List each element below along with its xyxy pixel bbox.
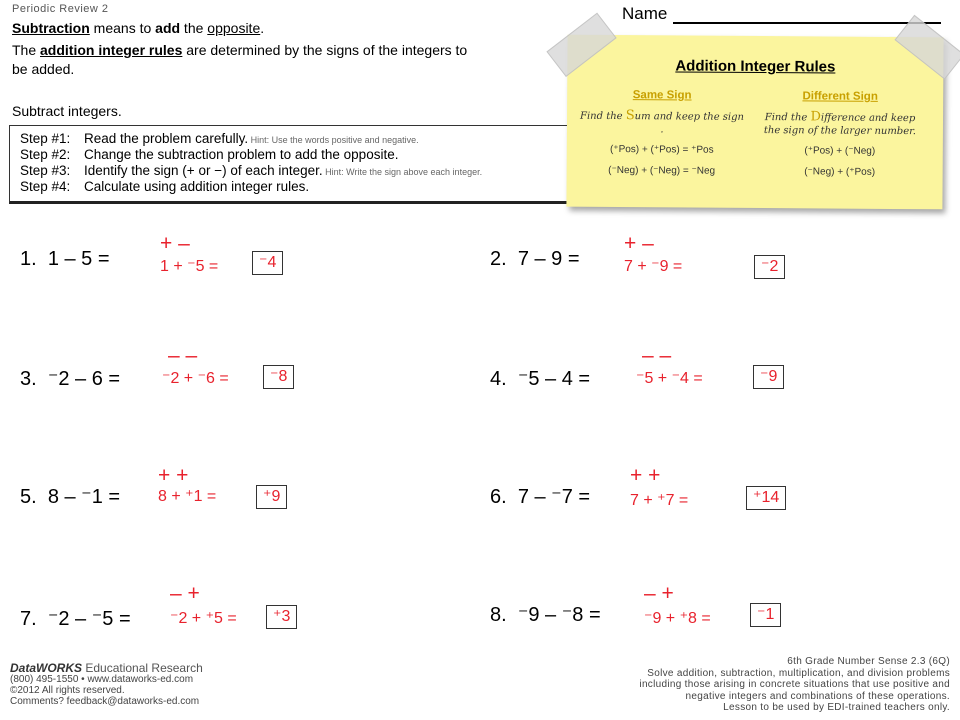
problem-7-answer[interactable]: ⁺3 xyxy=(266,605,297,629)
desc-letter: D xyxy=(810,109,821,125)
standard-title: 6th Grade Number Sense 2.3 (6Q) xyxy=(787,656,950,667)
problem-4-signs: – – xyxy=(642,344,672,367)
footer-standard xyxy=(510,656,950,714)
problem-3 xyxy=(20,366,120,391)
problem-6-signs: + + xyxy=(630,464,661,487)
feedback-contact: Comments? feedback@dataworks-ed.com xyxy=(10,696,200,707)
term-opposite: opposite xyxy=(207,20,261,36)
intro-text: means to xyxy=(89,20,156,36)
standard-line: Solve addition, subtraction, multiplication, and division problems xyxy=(647,667,950,679)
step-text: Identify the sign (+ or −) of each integer. xyxy=(84,163,323,178)
different-sign-desc xyxy=(755,110,925,138)
standard-line: negative integers and combinations of these operations. xyxy=(685,690,950,702)
problem-expression: ⁻2 – 6 = xyxy=(47,368,121,390)
desc-text: Find the xyxy=(764,112,811,124)
same-sign-example-2: (⁻Neg) + (⁻Neg) = ⁻Neg xyxy=(608,164,716,177)
problem-5 xyxy=(20,484,120,509)
problem-8-work: ⁻9 + ⁺8 = xyxy=(644,610,711,627)
subtitle: Subtract integers. xyxy=(12,103,122,119)
different-sign-example-1: (⁺Pos) + (⁻Neg) xyxy=(804,145,876,157)
review-label: Periodic Review 2 xyxy=(12,3,109,15)
problem-6-work: 7 + ⁺7 = xyxy=(630,492,689,509)
step-2 xyxy=(20,147,398,162)
intro-line-1 xyxy=(12,20,264,36)
different-sign-example-2: (⁻Neg) + (⁺Pos) xyxy=(804,166,876,178)
problem-8-signs: – + xyxy=(644,582,674,605)
problem-1-answer[interactable]: ⁻4 xyxy=(252,251,283,275)
problem-expression: 7 – ⁻7 = xyxy=(517,486,591,508)
problem-5-signs: + + xyxy=(158,464,189,487)
step-hint: Hint: Use the words positive and negative. xyxy=(248,135,419,145)
same-sign-example-1: (⁺Pos) + (⁺Pos) = ⁺Pos xyxy=(609,143,714,156)
standard-line: including those arising in concrete situations that use positive and xyxy=(639,679,950,690)
step-4 xyxy=(20,179,309,194)
problem-6 xyxy=(490,484,590,509)
problem-expression: 7 – 9 = xyxy=(517,248,580,270)
problem-8-answer[interactable]: ⁻1 xyxy=(750,603,781,627)
term-add: add xyxy=(155,20,181,36)
name-field xyxy=(622,4,941,24)
same-sign-column xyxy=(577,89,748,187)
step-label: Step #1: xyxy=(20,131,71,146)
same-sign-desc xyxy=(577,109,747,137)
intro-text: are determined by the signs of the integers to be added. xyxy=(12,42,468,77)
problem-7-signs: – + xyxy=(170,582,200,605)
problem-2-work: 7 + ⁻9 = xyxy=(624,258,683,275)
brand-name: DataWORKS xyxy=(10,661,83,675)
footer-publisher xyxy=(10,663,203,707)
intro-text: . xyxy=(260,20,265,36)
problem-number: 6. xyxy=(490,486,507,508)
intro-text: the xyxy=(180,20,208,36)
publisher-brand xyxy=(10,663,203,674)
step-label: Step #2: xyxy=(20,147,71,162)
problem-expression: ⁻5 – 4 = xyxy=(517,368,591,390)
problem-number: 3. xyxy=(20,368,37,390)
copyright: ©2012 All rights reserved. xyxy=(10,685,125,696)
brand-rest: Educational Research xyxy=(82,661,203,675)
step-text: Change the subtraction problem to add the opposite. xyxy=(84,147,399,162)
problem-number: 8. xyxy=(490,604,507,626)
problem-6-answer[interactable]: ⁺14 xyxy=(746,486,786,510)
problem-number: 2. xyxy=(490,248,507,270)
publisher-contact: (800) 495-1550 • www.dataworks-ed.com xyxy=(10,674,194,685)
problem-8 xyxy=(490,602,601,627)
desc-text: Find the xyxy=(580,110,626,123)
problem-number: 7. xyxy=(20,608,37,630)
same-sign-head: Same Sign xyxy=(632,89,692,102)
problem-number: 4. xyxy=(490,368,507,390)
problem-2 xyxy=(490,248,580,271)
problem-5-work: 8 + ⁺1 = xyxy=(158,488,217,505)
problem-7-work: ⁻2 + ⁺5 = xyxy=(170,610,237,627)
step-text: Calculate using addition integer rules. xyxy=(84,179,310,194)
intro-text: The xyxy=(12,42,41,58)
problem-expression: ⁻2 – ⁻5 = xyxy=(47,608,131,630)
problem-3-answer[interactable]: ⁻8 xyxy=(263,365,294,389)
problem-3-signs: – – xyxy=(168,344,198,367)
problem-expression: 1 – 5 = xyxy=(47,248,110,270)
desc-letter: S xyxy=(625,108,635,124)
problem-number: 5. xyxy=(20,486,37,508)
problem-2-signs: + – xyxy=(624,232,654,255)
problem-5-answer[interactable]: ⁺9 xyxy=(256,485,287,509)
steps-box xyxy=(9,125,622,204)
problem-7 xyxy=(20,606,131,631)
desc-text: ifference and keep the sign of the larger number. xyxy=(763,112,917,138)
step-label: Step #4: xyxy=(20,179,71,194)
problem-4 xyxy=(490,366,590,391)
step-3 xyxy=(20,163,482,178)
different-sign-column xyxy=(755,90,926,188)
step-1 xyxy=(20,131,419,146)
name-line[interactable] xyxy=(673,6,941,24)
step-text: Read the problem carefully. xyxy=(84,131,249,146)
problem-4-work: ⁻5 + ⁻4 = xyxy=(636,370,703,387)
name-label: Name xyxy=(622,4,668,23)
intro-line-2 xyxy=(12,41,472,79)
step-label: Step #3: xyxy=(20,163,71,178)
rules-title: Addition Integer Rules xyxy=(675,57,836,76)
rules-card xyxy=(566,35,943,210)
different-sign-head: Different Sign xyxy=(802,90,878,103)
problem-2-answer[interactable]: ⁻2 xyxy=(754,255,785,279)
problem-expression: ⁻9 – ⁻8 = xyxy=(517,604,601,626)
term-subtraction: Subtraction xyxy=(12,20,90,36)
term-addition-rules: addition integer rules xyxy=(40,42,183,58)
problem-number: 1. xyxy=(20,248,37,270)
step-hint: Hint: Write the sign above each integer. xyxy=(322,167,483,177)
problem-1 xyxy=(20,248,110,271)
problem-4-answer[interactable]: ⁻9 xyxy=(753,365,784,389)
problem-1-work: 1 + ⁻5 = xyxy=(160,258,219,275)
standard-line: Lesson to be used by EDI-trained teachers only. xyxy=(723,702,950,713)
desc-text: um and keep the sign . xyxy=(634,111,745,136)
problem-3-work: ⁻2 + ⁻6 = xyxy=(162,370,229,387)
problem-1-signs: + – xyxy=(160,232,190,255)
problem-expression: 8 – ⁻1 = xyxy=(47,486,121,508)
